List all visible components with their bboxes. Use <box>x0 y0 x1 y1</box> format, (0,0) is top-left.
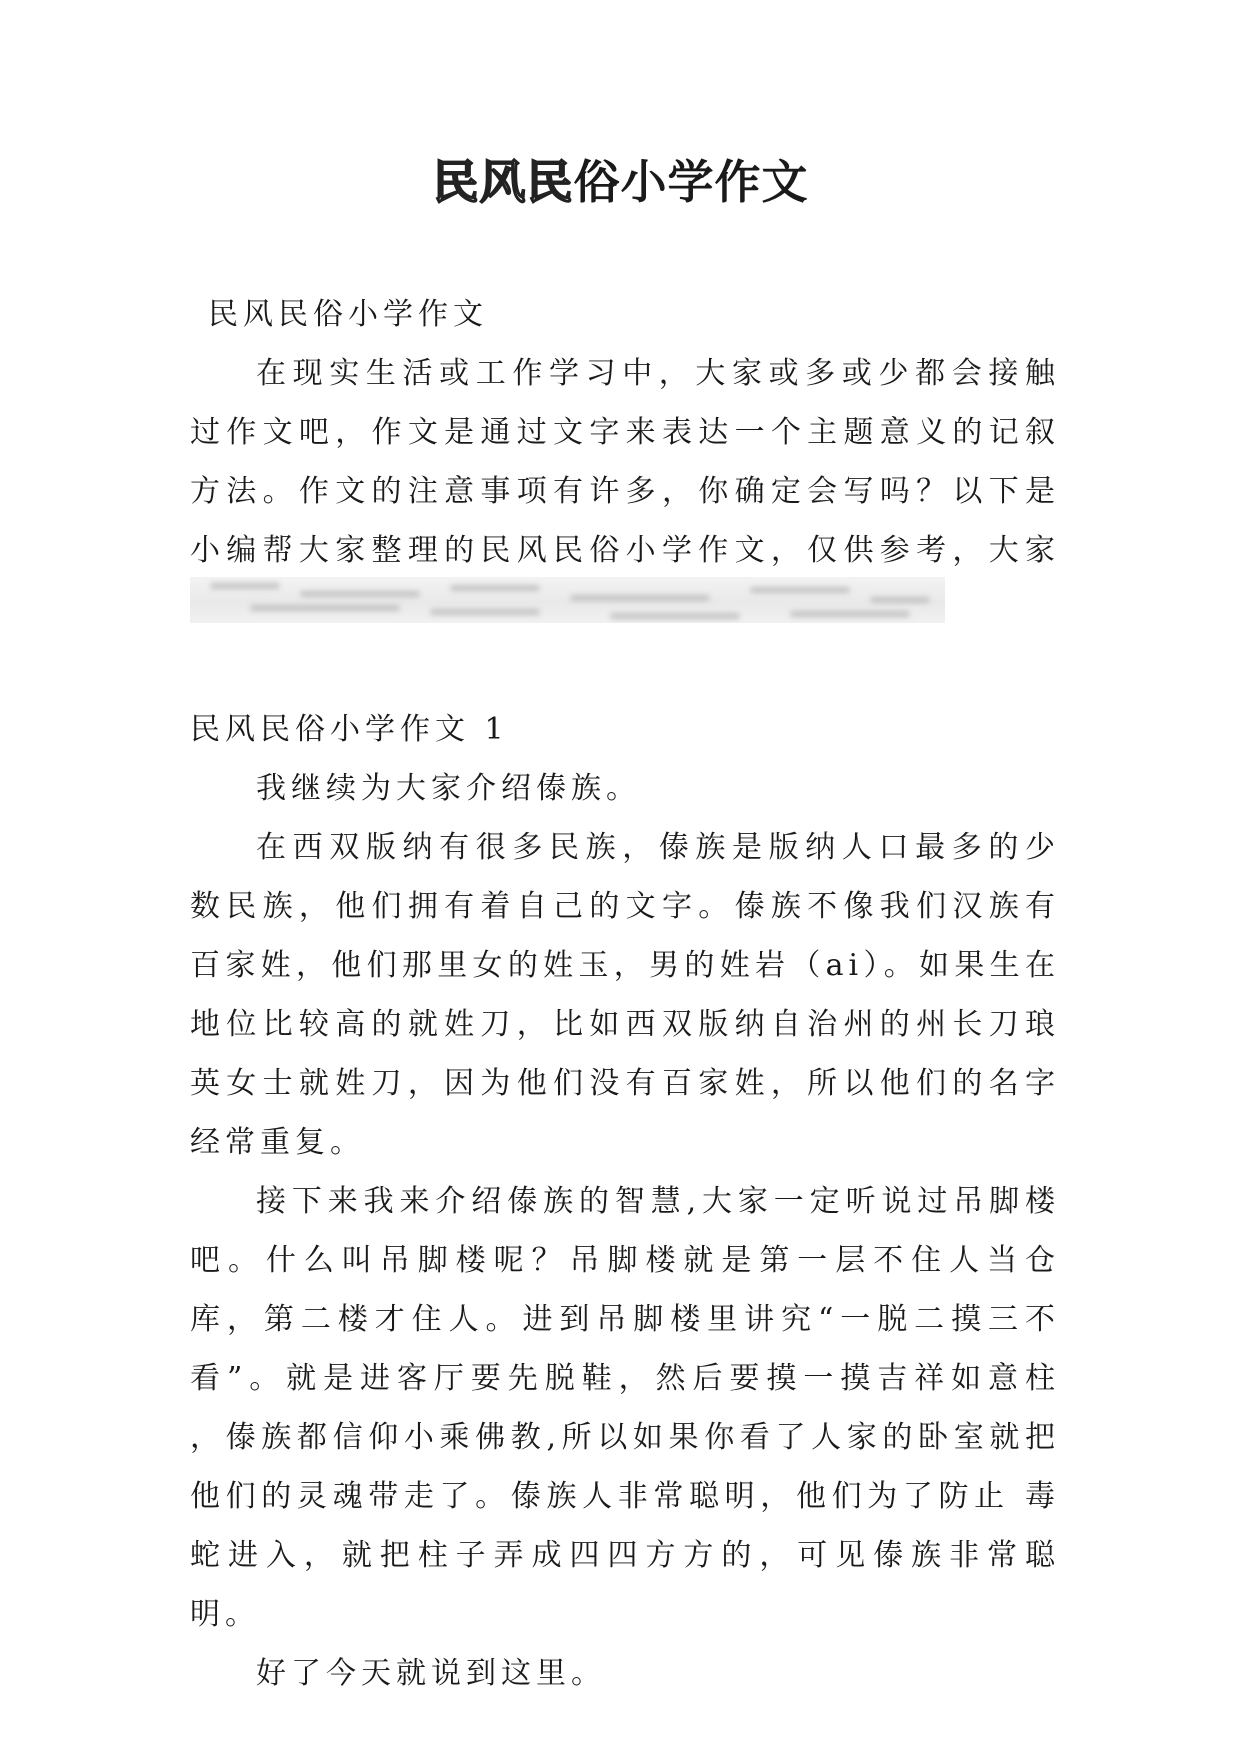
intro-subtitle: 民风民俗小学作文 <box>208 297 488 332</box>
document-title-solid-part: 俗小学作文 <box>573 155 809 209</box>
section-1-paragraph-1: 我继续为大家介绍傣族。 <box>256 771 641 806</box>
blurred-text-image <box>190 577 945 623</box>
section-1 <box>190 700 1060 1703</box>
document-title <box>0 152 1241 212</box>
section-1-paragraph-3: 接下来我来介绍傣族的智慧,大家一定听说过吊脚楼吧。什么叫吊脚楼呢？吊脚楼就是第一层不住人当仓 库，第二楼才住人。进到吊脚楼里讲究“一脱二摸三不看”。就是进客厅要先脱鞋，然后要摸一摸吉祥如意柱 ，傣族都信仰小乘佛教,所以如果你看了人家的卧室就把他们的灵魂带走了。傣族人非常聪明，他们为了防止 毒蛇进入，就把柱子弄成四四方方的，可见傣族非常聪明。 <box>190 1184 1060 1632</box>
intro-paragraph: 在现实生活或工作学习中，大家或多或少都会接触过作文吧，作文是通过文字来表达一个主题意义的记叙方法。作文的注意事项有许多，你确定会写吗？以下是小编帮大家整理的民风民俗小学作文，仅供参考，大家 <box>190 356 1060 568</box>
document-title-outlined-part: 民风民 <box>432 155 574 209</box>
section-1-heading: 民风民俗小学作文 1 <box>190 712 509 747</box>
section-1-paragraph-4: 好了今天就说到这里。 <box>256 1656 606 1691</box>
section-1-paragraph-2: 在西双版纳有很多民族，傣族是版纳人口最多的少数民族，他们拥有着自己的文字。傣族不像我们汉族有 百家姓，他们那里女的姓玉，男的姓岩（ai）。如果生在地位比较高的就姓刀，比如西双版纳自治州的州长刀琅 英女士就姓刀，因为他们没有百家姓，所以他们的名字经常重复。 <box>190 830 1060 1160</box>
